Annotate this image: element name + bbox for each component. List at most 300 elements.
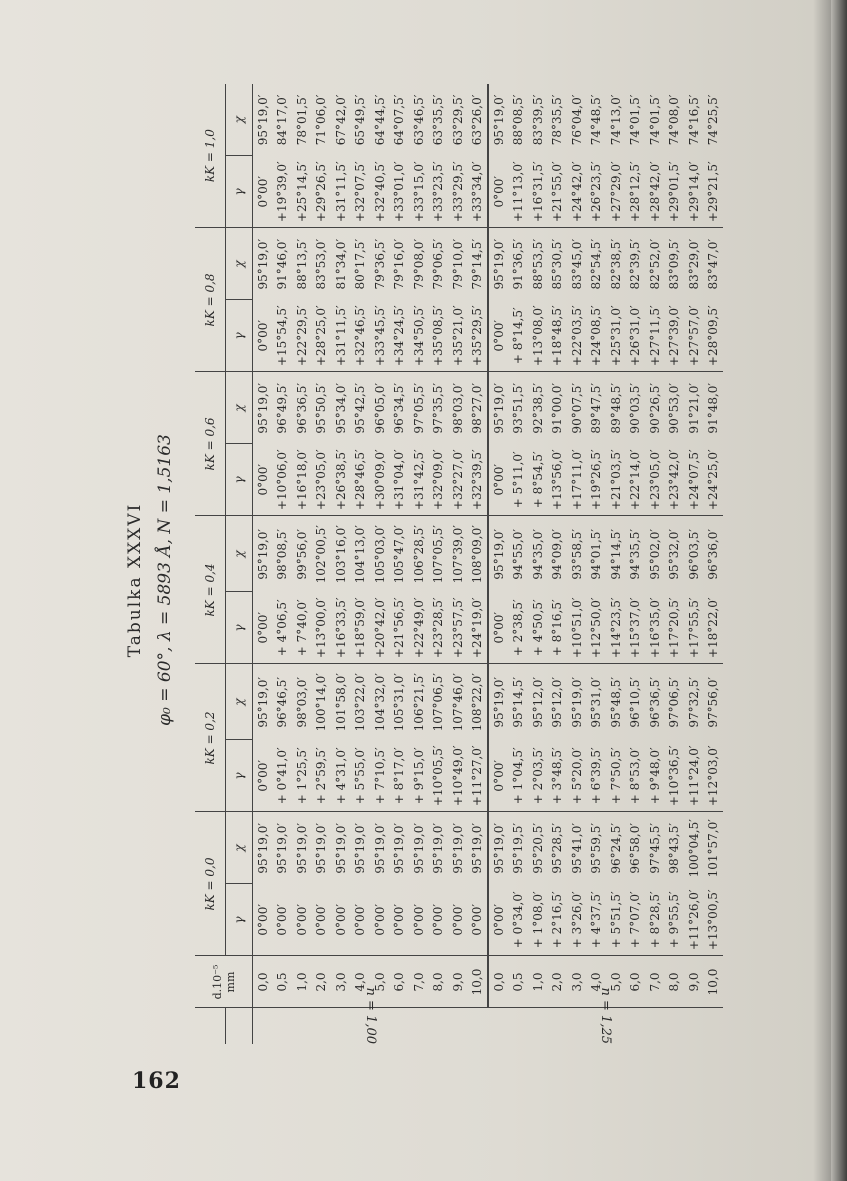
gamma-value-cell: +27°29,0′ — [608, 161, 623, 223]
gamma-value-cell: + 4°50,5′ — [530, 599, 545, 657]
chi-value-cell: 94°55,0′ — [509, 516, 529, 592]
group-header: kK = 0,4 — [195, 516, 226, 664]
chi-value-cell: 95°19,0′ — [253, 812, 273, 884]
chi-value-cell: 88°53,5′ — [528, 228, 548, 300]
gamma-value-cell: +24°07,5′ — [686, 449, 701, 511]
chi-value-cell: 95°59,5′ — [587, 812, 607, 884]
gamma-value-cell: +12°50,0′ — [589, 597, 604, 659]
chi-value-cell: 97°05,5′ — [409, 372, 429, 444]
gamma-value-cell: +29°21,5′ — [706, 161, 721, 223]
gamma-value-cell: 0°00′ — [468, 884, 489, 956]
chi-value-cell: 95°19,5′ — [509, 812, 529, 884]
gamma-value-cell: +23°42,0′ — [667, 449, 682, 511]
gamma-value-cell: +11°26,0′ — [686, 889, 701, 951]
gamma-value-cell: +27°39,0′ — [667, 305, 682, 367]
gamma-value-cell: + 9°48,0′ — [647, 747, 662, 805]
gamma-value-cell: 0°00′ — [491, 759, 506, 792]
gamma-value-cell: + 8°28,5′ — [647, 891, 662, 949]
chi-value-cell: 74°13,0′ — [608, 94, 623, 146]
gamma-value-cell: +25°14,5′ — [294, 161, 309, 223]
gamma-value-cell: +10°49,0′ — [450, 745, 465, 807]
gamma-value-cell: +35°08,5′ — [431, 305, 446, 367]
thickness-cell: 0,5 — [509, 956, 529, 1008]
chi-value-cell: 84°17,0′ — [275, 94, 290, 146]
table-title: Tabulka XXXVI — [125, 502, 145, 658]
chi-value-cell: 74°01,5′ — [647, 94, 662, 146]
chi-value-cell: 95°42,5′ — [351, 372, 371, 444]
chi-value-cell: 95°50,5′ — [312, 372, 332, 444]
chi-value-cell: 93°58,5′ — [567, 516, 587, 592]
gamma-value-cell: + 8°14,5′ — [511, 307, 526, 365]
table-row — [468, 84, 489, 1044]
gamma-value-cell: +32°07,5′ — [353, 161, 368, 223]
table-row — [567, 84, 587, 1044]
table-row — [331, 84, 351, 1044]
gamma-value-cell: +31°42,5′ — [411, 449, 426, 511]
chi-value-cell: 83°39,5′ — [530, 94, 545, 146]
chi-value-cell: 79°16,0′ — [390, 228, 410, 300]
gamma-value-cell: + 4°37,5′ — [589, 891, 604, 949]
gamma-value-cell: +22°03,5′ — [569, 305, 584, 367]
gamma-value-cell: +17°11,0′ — [569, 449, 584, 511]
gamma-value-cell: +26°31,0′ — [628, 305, 643, 367]
chi-value-cell: 104°32,0′ — [370, 664, 390, 740]
gamma-value-cell: +23°57,5′ — [450, 597, 465, 659]
chi-value-cell: 82°52,0′ — [645, 228, 665, 300]
gamma-value-cell: 0°00′ — [255, 319, 270, 352]
chi-value-cell: 88°08,5′ — [511, 94, 526, 146]
gamma-value-cell: 0°00′ — [411, 903, 426, 936]
thickness-cell: 10,0 — [468, 956, 489, 1008]
gamma-value-cell: +32°27,0′ — [450, 449, 465, 511]
thickness-cell: 1,0 — [292, 956, 312, 1008]
table-row — [390, 84, 410, 1044]
thickness-cell: 5,0 — [606, 956, 626, 1008]
chi-value-cell: 95°19,0′ — [255, 94, 270, 146]
gamma-value-cell: +16°33,5′ — [333, 597, 348, 659]
chi-value-cell: 95°19,0′ — [468, 812, 489, 884]
gamma-value-cell: +15°54,5′ — [275, 305, 290, 367]
gamma-value-cell: + 0°34,0′ — [511, 891, 526, 949]
gamma-value-cell: +22°49,0′ — [411, 597, 426, 659]
gamma-value-cell: +30°09,0′ — [372, 449, 387, 511]
gamma-value-cell: + 8°53,0′ — [628, 747, 643, 805]
chi-value-cell: 82°39,5′ — [626, 228, 646, 300]
thickness-cell: 3,0 — [567, 956, 587, 1008]
corner-cell — [226, 1008, 253, 1044]
gamma-value-cell: +29°26,5′ — [314, 161, 329, 223]
chi-value-cell: 106°21,5′ — [409, 664, 429, 740]
table-row — [704, 84, 724, 1044]
thickness-cell: 6,0 — [626, 956, 646, 1008]
d-column-header: d.10⁻⁵ mm — [195, 956, 253, 1008]
thickness-cell: 7,0 — [645, 956, 665, 1008]
chi-value-cell: 97°32,5′ — [684, 664, 704, 740]
chi-value-cell: 94°01,5′ — [587, 516, 607, 592]
gamma-value-cell: 0°00′ — [255, 611, 270, 644]
gamma-value-cell: +22°14,0′ — [628, 449, 643, 511]
chi-value-cell: 98°43,5′ — [665, 812, 685, 884]
gamma-value-cell: +23°28,5′ — [431, 597, 446, 659]
gamma-value-cell: 0°00′ — [314, 903, 329, 936]
gamma-value-cell: +31°04,0′ — [392, 449, 407, 511]
chi-value-cell: 95°19,0′ — [390, 812, 410, 884]
gamma-value-cell: +24°19,0′ — [468, 592, 489, 664]
table-subtitle: φ₀ = 60°, λ = 5893 Å, N = 1,5163 — [155, 434, 175, 726]
chi-value-cell: 107°39,0′ — [448, 516, 468, 592]
gamma-value-cell: +26°23,5′ — [589, 161, 604, 223]
chi-value-cell: 107°46,0′ — [448, 664, 468, 740]
chi-value-cell: 96°24,5′ — [606, 812, 626, 884]
table-row — [645, 84, 665, 1044]
group-header: kK = 0,8 — [195, 228, 226, 372]
gamma-value-cell: 0°00′ — [255, 759, 270, 792]
chi-value-cell: 95°28,5′ — [548, 812, 568, 884]
gamma-value-cell: +16°31,5′ — [530, 161, 545, 223]
table-row — [409, 84, 429, 1044]
chi-value-cell: 98°08,5′ — [273, 516, 293, 592]
chi-value-cell: 90°26,5′ — [645, 372, 665, 444]
gamma-value-cell: + 8°16,5′ — [550, 599, 565, 657]
gamma-value-cell: 0°00′ — [255, 463, 270, 496]
chi-value-cell: 95°48,5′ — [606, 664, 626, 740]
table-row — [488, 84, 509, 1044]
chi-value-cell: 78°35,5′ — [550, 94, 565, 146]
chi-value-cell: 95°19,0′ — [567, 664, 587, 740]
chi-value-cell: 97°56,0′ — [704, 664, 724, 740]
table-row — [509, 84, 529, 1044]
chi-header: χ — [226, 372, 253, 444]
gamma-value-cell: +21°56,5′ — [392, 597, 407, 659]
gamma-value-cell: + 7°50,5′ — [608, 747, 623, 805]
gamma-value-cell: +23°05,0′ — [647, 449, 662, 511]
chi-value-cell: 71°06,0′ — [314, 94, 329, 146]
table-body — [253, 84, 724, 1044]
gamma-header: γ — [226, 300, 253, 372]
chi-value-cell: 105°47,0′ — [390, 516, 410, 592]
chi-value-cell: 96°05,0′ — [370, 372, 390, 444]
gamma-value-cell: +33°15,0′ — [411, 161, 426, 223]
chi-value-cell: 99°56,0′ — [292, 516, 312, 592]
gamma-value-cell: 0°00′ — [294, 903, 309, 936]
gamma-value-cell: +13°56,0′ — [550, 449, 565, 511]
chi-value-cell: 95°19,0′ — [312, 812, 332, 884]
page-edge-shadow — [831, 0, 847, 1181]
gamma-value-cell: +32°09,0′ — [431, 449, 446, 511]
gamma-value-cell: +10°05,5′ — [431, 745, 446, 807]
gamma-value-cell: 0°00′ — [353, 903, 368, 936]
chi-value-cell: 83°47,0′ — [704, 228, 724, 300]
chi-value-cell: 96°34,5′ — [390, 372, 410, 444]
chi-value-cell: 103°16,0′ — [331, 516, 351, 592]
gamma-value-cell: +11°13,0′ — [511, 161, 526, 223]
chi-value-cell: 74°08,0′ — [667, 94, 682, 146]
chi-value-cell: 90°03,5′ — [626, 372, 646, 444]
thickness-cell: 9,0 — [448, 956, 468, 1008]
table-row — [253, 84, 273, 1044]
chi-value-cell: 107°05,5′ — [429, 516, 449, 592]
gamma-value-cell: +17°55,5′ — [686, 597, 701, 659]
gamma-value-cell: 0°00′ — [491, 175, 506, 208]
corner-cell — [195, 1008, 226, 1044]
gamma-value-cell: + 8°54,5′ — [530, 451, 545, 509]
chi-value-cell: 82°54,5′ — [587, 228, 607, 300]
chi-value-cell: 96°10,5′ — [626, 664, 646, 740]
chi-value-cell: 95°12,0′ — [528, 664, 548, 740]
gamma-value-cell: + 5°11,0′ — [511, 451, 526, 509]
chi-header: χ — [226, 228, 253, 300]
gamma-value-cell: + 1°04,5′ — [511, 747, 526, 805]
gamma-value-cell: +35°29,5′ — [468, 300, 489, 372]
chi-value-cell: 95°14,5′ — [509, 664, 529, 740]
gamma-value-cell: + 5°20,0′ — [569, 747, 584, 805]
gamma-value-cell: +10°51,0′ — [569, 597, 584, 659]
gamma-value-cell: +29°01,5′ — [667, 161, 682, 223]
chi-header: χ — [226, 664, 253, 740]
chi-value-cell: 63°29,5′ — [450, 94, 465, 146]
chi-value-cell: 95°19,0′ — [488, 372, 509, 444]
chi-value-cell: 96°58,0′ — [626, 812, 646, 884]
group-header: kK = 0,0 — [195, 812, 226, 956]
gamma-value-cell: + 5°55,0′ — [353, 747, 368, 805]
table-row — [684, 84, 704, 1044]
gamma-value-cell: +28°09,5′ — [706, 305, 721, 367]
chi-value-cell: 102°00,5′ — [312, 516, 332, 592]
thickness-cell: 8,0 — [429, 956, 449, 1008]
gamma-value-cell: +24°25,0′ — [706, 449, 721, 511]
chi-value-cell: 64°07,5′ — [392, 94, 407, 146]
gamma-value-cell: +28°42,0′ — [647, 161, 662, 223]
gamma-value-cell: + 4°06,5′ — [275, 599, 290, 657]
chi-value-cell: 95°34,0′ — [331, 372, 351, 444]
chi-value-cell: 95°19,0′ — [409, 812, 429, 884]
gamma-value-cell: 0°00′ — [491, 463, 506, 496]
sub-header-row — [226, 84, 253, 1044]
thickness-cell: 2,0 — [548, 956, 568, 1008]
chi-value-cell: 97°06,5′ — [665, 664, 685, 740]
chi-value-cell: 98°27,0′ — [468, 372, 489, 444]
gamma-value-cell: +11°24,0′ — [686, 745, 701, 807]
gamma-value-cell: +31°11,5′ — [333, 161, 348, 223]
chi-value-cell: 95°31,0′ — [587, 664, 607, 740]
chi-value-cell: 96°36,0′ — [704, 516, 724, 592]
chi-value-cell: 95°32,0′ — [665, 516, 685, 592]
chi-value-cell: 78°01,5′ — [294, 94, 309, 146]
gamma-value-cell: +11°27,0′ — [468, 740, 489, 812]
gamma-value-cell: +22°29,5′ — [294, 305, 309, 367]
chi-value-cell: 94°35,0′ — [528, 516, 548, 592]
gamma-value-cell: +17°20,5′ — [667, 597, 682, 659]
chi-value-cell: 108°09,0′ — [468, 516, 489, 592]
gamma-value-cell: +21°55,0′ — [550, 161, 565, 223]
chi-value-cell: 94°14,5′ — [606, 516, 626, 592]
chi-value-cell: 95°19,0′ — [448, 812, 468, 884]
thickness-cell: 9,0 — [684, 956, 704, 1008]
rotated-table-region — [115, 80, 755, 1080]
thickness-cell: 0,0 — [488, 956, 509, 1008]
chi-value-cell: 100°04,5′ — [684, 812, 704, 884]
table-row — [273, 84, 293, 1044]
gamma-value-cell: +15°37,0′ — [628, 597, 643, 659]
gamma-value-cell: +34°50,5′ — [411, 305, 426, 367]
chi-value-cell: 105°03,0′ — [370, 516, 390, 592]
gamma-value-cell: + 2°38,5′ — [511, 599, 526, 657]
chi-value-cell: 91°00,0′ — [548, 372, 568, 444]
chi-value-cell: 74°01,5′ — [628, 94, 643, 146]
chi-value-cell: 91°36,5′ — [509, 228, 529, 300]
gamma-value-cell: +34°24,5′ — [392, 305, 407, 367]
page-number: 162 — [132, 1068, 181, 1094]
gamma-value-cell: 0°00′ — [372, 903, 387, 936]
gamma-value-cell: + 1°25,5′ — [294, 747, 309, 805]
gamma-value-cell: + 6°39,5′ — [589, 747, 604, 805]
chi-value-cell: 89°48,5′ — [606, 372, 626, 444]
chi-value-cell: 106°28,5′ — [409, 516, 429, 592]
chi-value-cell: 83°45,0′ — [567, 228, 587, 300]
thickness-cell: 6,0 — [390, 956, 410, 1008]
chi-value-cell: 91°48,0′ — [704, 372, 724, 444]
gamma-value-cell: + 4°31,0′ — [333, 747, 348, 805]
table-row — [606, 84, 626, 1044]
gamma-value-cell: +29°14,0′ — [686, 161, 701, 223]
group-header-row — [195, 84, 226, 1044]
chi-value-cell: 95°19,0′ — [488, 516, 509, 592]
chi-value-cell: 91°46,0′ — [273, 228, 293, 300]
chi-value-cell: 90°53,0′ — [665, 372, 685, 444]
gamma-value-cell: 0°00′ — [275, 903, 290, 936]
gamma-value-cell: +33°01,0′ — [392, 161, 407, 223]
gamma-value-cell: +33°29,5′ — [450, 161, 465, 223]
chi-value-cell: 95°19,0′ — [253, 516, 273, 592]
gamma-value-cell: +23°05,0′ — [314, 449, 329, 511]
chi-value-cell: 83°53,0′ — [312, 228, 332, 300]
gamma-value-cell: + 7°07,0′ — [628, 891, 643, 949]
chi-value-cell: 83°09,5′ — [665, 228, 685, 300]
table-row — [429, 84, 449, 1044]
table-row — [448, 84, 468, 1044]
gamma-value-cell: +27°11,5′ — [647, 305, 662, 367]
chi-value-cell: 65°49,5′ — [353, 94, 368, 146]
chi-value-cell: 101°58,0′ — [331, 664, 351, 740]
gamma-value-cell: + 2°03,5′ — [530, 747, 545, 805]
gamma-value-cell: 0°00′ — [255, 903, 270, 936]
thickness-cell: 2,0 — [312, 956, 332, 1008]
thickness-cell: 8,0 — [665, 956, 685, 1008]
chi-value-cell: 95°19,0′ — [488, 812, 509, 884]
gamma-value-cell: +13°08,0′ — [530, 305, 545, 367]
chi-value-cell: 95°19,0′ — [491, 94, 506, 146]
chi-value-cell: 97°35,5′ — [429, 372, 449, 444]
gamma-value-cell: + 9°55,5′ — [667, 891, 682, 949]
chi-value-cell: 95°12,0′ — [548, 664, 568, 740]
gamma-value-cell: 0°00′ — [333, 903, 348, 936]
gamma-value-cell: +24°08,5′ — [589, 305, 604, 367]
group-header: kK = 0,2 — [195, 664, 226, 812]
gamma-value-cell: + 0°41,0′ — [275, 747, 290, 805]
n-section-label — [253, 987, 489, 1044]
gamma-value-cell: +16°35,0′ — [647, 597, 662, 659]
thickness-cell: 7,0 — [409, 956, 429, 1008]
gamma-value-cell: +32°46,5′ — [353, 305, 368, 367]
gamma-value-cell: +26°38,5′ — [333, 449, 348, 511]
chi-header: χ — [226, 84, 253, 156]
gamma-value-cell: 0°00′ — [431, 903, 446, 936]
chi-value-cell: 95°19,0′ — [273, 812, 293, 884]
gamma-value-cell: 0°00′ — [450, 903, 465, 936]
chi-value-cell: 95°19,0′ — [370, 812, 390, 884]
n-section-label-text: n = 1,00 — [363, 987, 378, 1044]
chi-value-cell: 95°19,0′ — [488, 664, 509, 740]
chi-value-cell: 98°03,0′ — [448, 372, 468, 444]
chi-value-cell: 95°19,0′ — [331, 812, 351, 884]
gamma-value-cell: +35°21,0′ — [450, 305, 465, 367]
thickness-cell: 0,5 — [273, 956, 293, 1008]
chi-value-cell: 81°34,0′ — [331, 228, 351, 300]
chi-value-cell: 79°14,5′ — [468, 228, 489, 300]
gamma-value-cell: 0°00′ — [255, 175, 270, 208]
chi-value-cell: 96°49,5′ — [273, 372, 293, 444]
table-row — [626, 84, 646, 1044]
chi-value-cell: 95°19,0′ — [292, 812, 312, 884]
chi-value-cell: 83°29,0′ — [684, 228, 704, 300]
chi-value-cell: 104°13,0′ — [351, 516, 371, 592]
thickness-cell: 3,0 — [331, 956, 351, 1008]
chi-value-cell: 96°36,5′ — [292, 372, 312, 444]
chi-value-cell: 89°47,5′ — [587, 372, 607, 444]
chi-value-cell: 107°06,5′ — [429, 664, 449, 740]
gamma-value-cell: 0°00′ — [491, 903, 506, 936]
gamma-value-cell: +18°48,5′ — [550, 305, 565, 367]
table-row — [587, 84, 607, 1044]
gamma-value-cell: +21°03,5′ — [608, 449, 623, 511]
chi-value-cell: 79°08,0′ — [409, 228, 429, 300]
chi-value-cell: 63°46,5′ — [411, 94, 426, 146]
gamma-value-cell: + 3°48,5′ — [550, 747, 565, 805]
chi-value-cell: 82°38,5′ — [606, 228, 626, 300]
gamma-header: γ — [226, 884, 253, 956]
data-table — [195, 84, 723, 1044]
chi-value-cell: 95°19,0′ — [253, 228, 273, 300]
gamma-value-cell: +18°59,0′ — [353, 597, 368, 659]
gamma-value-cell: +33°45,5′ — [372, 305, 387, 367]
chi-value-cell: 97°45,5′ — [645, 812, 665, 884]
chi-value-cell: 108°22,0′ — [468, 664, 489, 740]
chi-value-cell: 64°44,5′ — [372, 94, 387, 146]
gamma-value-cell: +19°26,5′ — [589, 449, 604, 511]
gamma-value-cell: +28°46,5′ — [353, 449, 368, 511]
chi-value-cell: 94°09,0′ — [548, 516, 568, 592]
gamma-value-cell: +10°36,5′ — [667, 745, 682, 807]
chi-value-cell: 90°07,5′ — [567, 372, 587, 444]
gamma-value-cell: +16°18,0′ — [294, 449, 309, 511]
table-row — [312, 84, 332, 1044]
n-section-label-text: n = 1,25 — [598, 987, 613, 1044]
chi-value-cell: 95°41,0′ — [567, 812, 587, 884]
gamma-value-cell: + 2°59,5′ — [314, 747, 329, 805]
chi-value-cell: 96°03,5′ — [684, 516, 704, 592]
gamma-header: γ — [226, 444, 253, 516]
chi-value-cell: 63°26,0′ — [468, 84, 489, 156]
thickness-cell: 0,0 — [253, 956, 273, 1008]
thickness-cell: 1,0 — [528, 956, 548, 1008]
group-header: kK = 1,0 — [195, 84, 226, 228]
gamma-value-cell: + 3°26,0′ — [569, 891, 584, 949]
table-row — [548, 84, 568, 1044]
thickness-cell: 5,0 — [370, 956, 390, 1008]
gamma-value-cell: +20°42,0′ — [372, 597, 387, 659]
chi-value-cell: 79°10,0′ — [448, 228, 468, 300]
gamma-value-cell: +19°39,0′ — [275, 161, 290, 223]
